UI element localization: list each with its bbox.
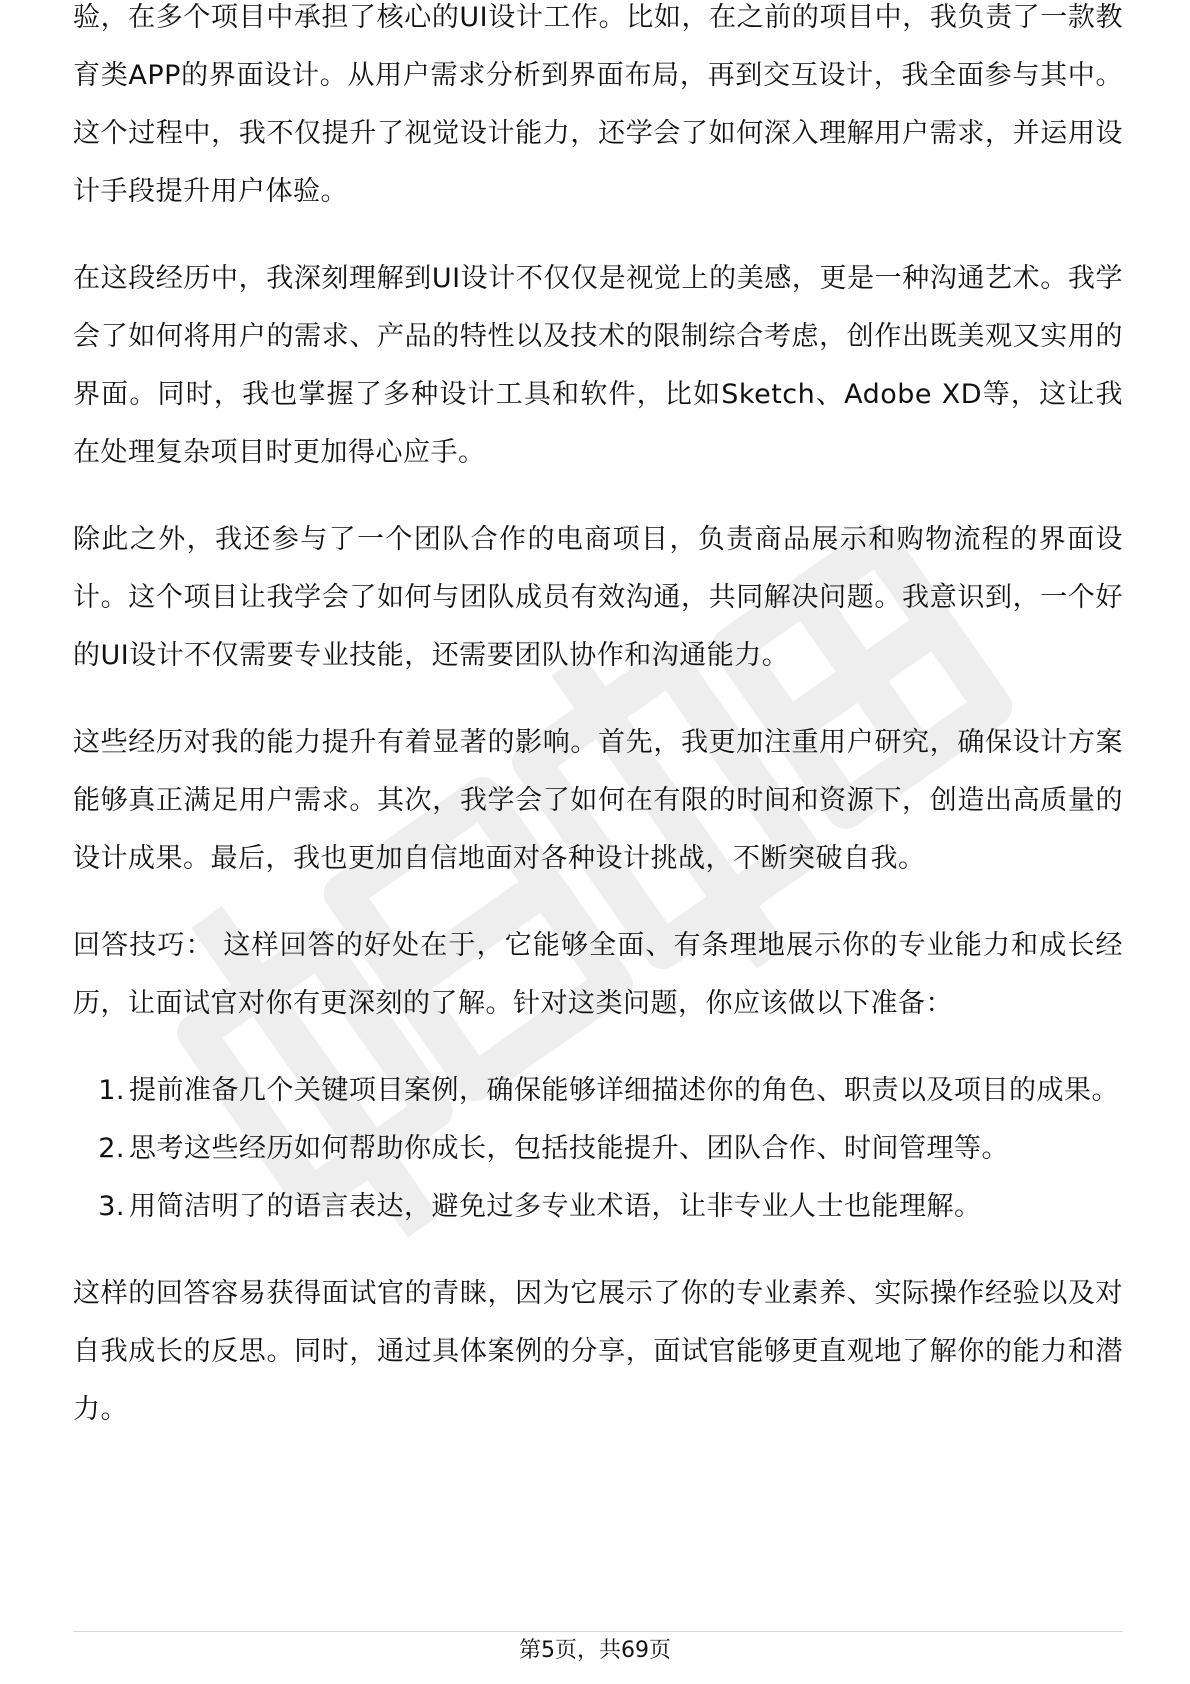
list-text: 提前准备几个关键项目案例，确保能够详细描述你的角色、职责以及项目的成果。 bbox=[129, 1075, 1119, 1106]
list-number: 3. bbox=[98, 1191, 125, 1222]
footer-divider bbox=[73, 1631, 1123, 1632]
paragraph-answer-tips: 回答技巧： 这样回答的好处在于，它能够全面、有条理地展示你的专业能力和成长经历，让面试官对你有更深刻的了解。针对这类问题，你应该做以下准备： bbox=[73, 930, 1123, 1019]
list-item bbox=[73, 1178, 1123, 1236]
document-body bbox=[73, 0, 1123, 1468]
page-number: 第5页，共69页 bbox=[519, 1638, 671, 1663]
preparation-list bbox=[73, 1062, 1123, 1236]
list-text: 思考这些经历如何帮助你成长，包括技能提升、团队合作、时间管理等。 bbox=[129, 1133, 1009, 1164]
list-number: 1. bbox=[98, 1075, 125, 1106]
paragraph-experience: 在这段经历中，我深刻理解到UI设计不仅仅是视觉上的美感，更是一种沟通艺术。我学会了如何将用户的需求、产品的特性以及技术的限制综合考虑，创作出既美观又实用的界面。同时，我也掌握了多种设计工具和软件，比如Sketch、Adobe XD等，这让我在处理复杂项目时更加得心应手。 bbox=[73, 263, 1123, 468]
paragraph-closing: 这样的回答容易获得面试官的青睐，因为它展示了你的专业素养、实际操作经验以及对自我成长的反思。同时，通过具体案例的分享，面试官能够更直观地了解你的能力和潜力。 bbox=[73, 1278, 1123, 1425]
list-item bbox=[73, 1062, 1123, 1120]
paragraph-teamwork: 除此之外，我还参与了一个团队合作的电商项目，负责商品展示和购物流程的界面设计。这个项目让我学会了如何与团队成员有效沟通，共同解决问题。我意识到，一个好的UI设计不仅需要专业技能，还需要团队协作和沟通能力。 bbox=[73, 524, 1123, 671]
list-text: 用简洁明了的语言表达，避免过多专业术语，让非专业人士也能理解。 bbox=[129, 1191, 982, 1222]
paragraph-intro: 验，在多个项目中承担了核心的UI设计工作。比如，在之前的项目中，我负责了一款教育类APP的界面设计。从用户需求分析到界面布局，再到交互设计，我全面参与其中。这个过程中，我不仅提升了视觉设计能力，还学会了如何深入理解用户需求，并运用设计手段提升用户体验。 bbox=[73, 2, 1123, 207]
paragraph-impact: 这些经历对我的能力提升有着显著的影响。首先，我更加注重用户研究，确保设计方案能够真正满足用户需求。其次，我学会了如何在有限的时间和资源下，创造出高质量的设计成果。最后，我也更加自信地面对各种设计挑战，不断突破自我。 bbox=[73, 727, 1123, 874]
list-item bbox=[73, 1120, 1123, 1178]
list-number: 2. bbox=[98, 1133, 125, 1164]
